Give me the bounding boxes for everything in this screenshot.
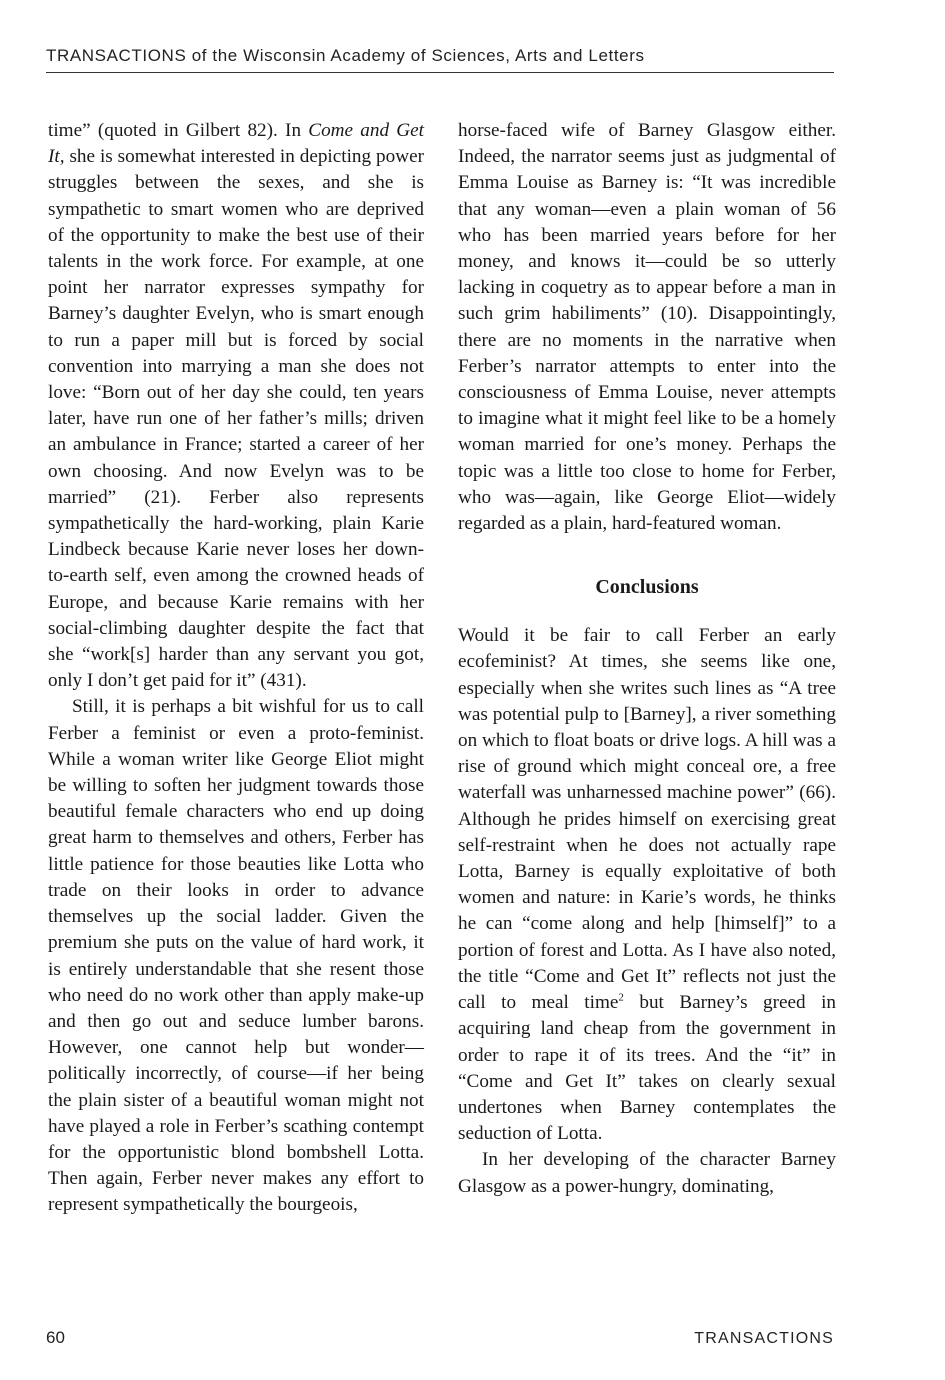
- italic-title: Come and Get It,: [48, 120, 424, 168]
- body-paragraph: [48, 118, 424, 694]
- right-column-body-bottom: [458, 623, 836, 1199]
- running-head: TRANSACTIONS of the Wisconsin Academy of Sciences, Arts and Letters: [46, 46, 645, 65]
- right-column-body-top: [458, 118, 836, 537]
- text-run: she is somewhat interested in depicting power struggles between the sexes, and she is sympathetic to smart women who are deprived of the opportunity to make the best use of their talents in the work force. For example, at one point her narrator expresses sympathy for Barney’s daughter Evelyn, who is smart enough to run a paper mill but is forced by social convention into marrying a man she does not love: “Born out of her day she could, ten years later, have run one of her father’s mills; driven an ambulance in France; started a career of her own choosing. And now Evelyn was to be married” (21). Ferber also represents sympathetically the hard-working, plain Karie Lindbeck because Karie never loses her down-to-earth self, even among the crowned heads of Europe, and because Karie remains with her social-climbing daughter despite the fact that she “work[s] harder than any servant you got, only I don’t get paid for it” (431).: [48, 146, 424, 692]
- text-run: but Barney’s greed in acquiring land cheap from the government in order to rape it of its trees. And the “it” in “Come and Get It” takes on clearly sexual undertones when Barney contemplates the seduction of Lotta.: [458, 992, 836, 1145]
- running-foot: TRANSACTIONS: [694, 1330, 834, 1347]
- text-run: horse-faced wife of Barney Glasgow either. Indeed, the narrator seems just as judgmental of Emma Louise as Barney is: “It was incredible that any woman—even a plain woman of 56 who has been married years before for her money, and knows it—could be so utterly lacking in coquetry as to appear before a man in such grim habiliments” (10). Disappointingly, there are no moments in the narrative when Ferber’s narrator attempts to enter into the consciousness of Emma Louise, never attempts to imagine what it might feel like to be a homely woman married for one’s money. Perhaps the topic was a little too close to home for Ferber, who was—again, like George Eliot—widely regarded as a plain, hard-featured woman.: [458, 120, 836, 535]
- right-column: [458, 118, 836, 1200]
- body-paragraph: [48, 694, 424, 1218]
- text-run: In her developing of the character Barney Glasgow as a power-hungry, dominating,: [458, 1149, 836, 1197]
- body-paragraph: [458, 118, 836, 537]
- text-run: Would it be fair to call Ferber an early ecofeminist? At times, she seems like one, especially when she writes such lines as “A tree was potential pulp to [Barney], a river something on which to float boats or drive logs. A hill was a rise of ground which might conceal ore, a free waterfall was unharnessed machine power” (66). Although he prides himself on exercising great self-restraint when he does not actually rape Lotta, Barney is equally exploitative of both women and nature: in Karie’s words, he thinks he can “come along and help [himself]” to a portion of forest and Lotta. As I have also noted, the title “Come and Get It” reflects not just the call to meal time: [458, 625, 836, 1014]
- body-paragraph: [458, 623, 836, 1147]
- body-paragraph: [458, 1147, 836, 1199]
- text-run: time” (quoted in Gilbert 82). In: [48, 120, 309, 141]
- text-run: Still, it is perhaps a bit wishful for us to call Ferber a feminist or even a proto-feminist. While a woman writer like George Eliot might be willing to soften her judgment towards those beautiful female characters who end up doing great harm to themselves and others, Ferber has little patience for those beauties like Lotta who trade on their looks in order to advance themselves up the social ladder. Given the premium she puts on the value of hard work, it is entirely understandable that she resent those who need do no work other than apply make-up and then go out and seduce lumber barons. However, one cannot help but wonder—politically incorrectly, of course—if her being the plain sister of a beautiful woman might not have played a role in Ferber’s scathing contempt for the opportunistic blond bombshell Lotta. Then again, Ferber never makes any effort to represent sympathetically the bourgeois,: [48, 696, 424, 1216]
- section-heading: Conclusions: [595, 576, 699, 599]
- header-rule: [46, 72, 834, 73]
- left-column: [48, 118, 424, 1219]
- footnote-ref: 2: [618, 991, 624, 1004]
- page-number: 60: [46, 1328, 65, 1347]
